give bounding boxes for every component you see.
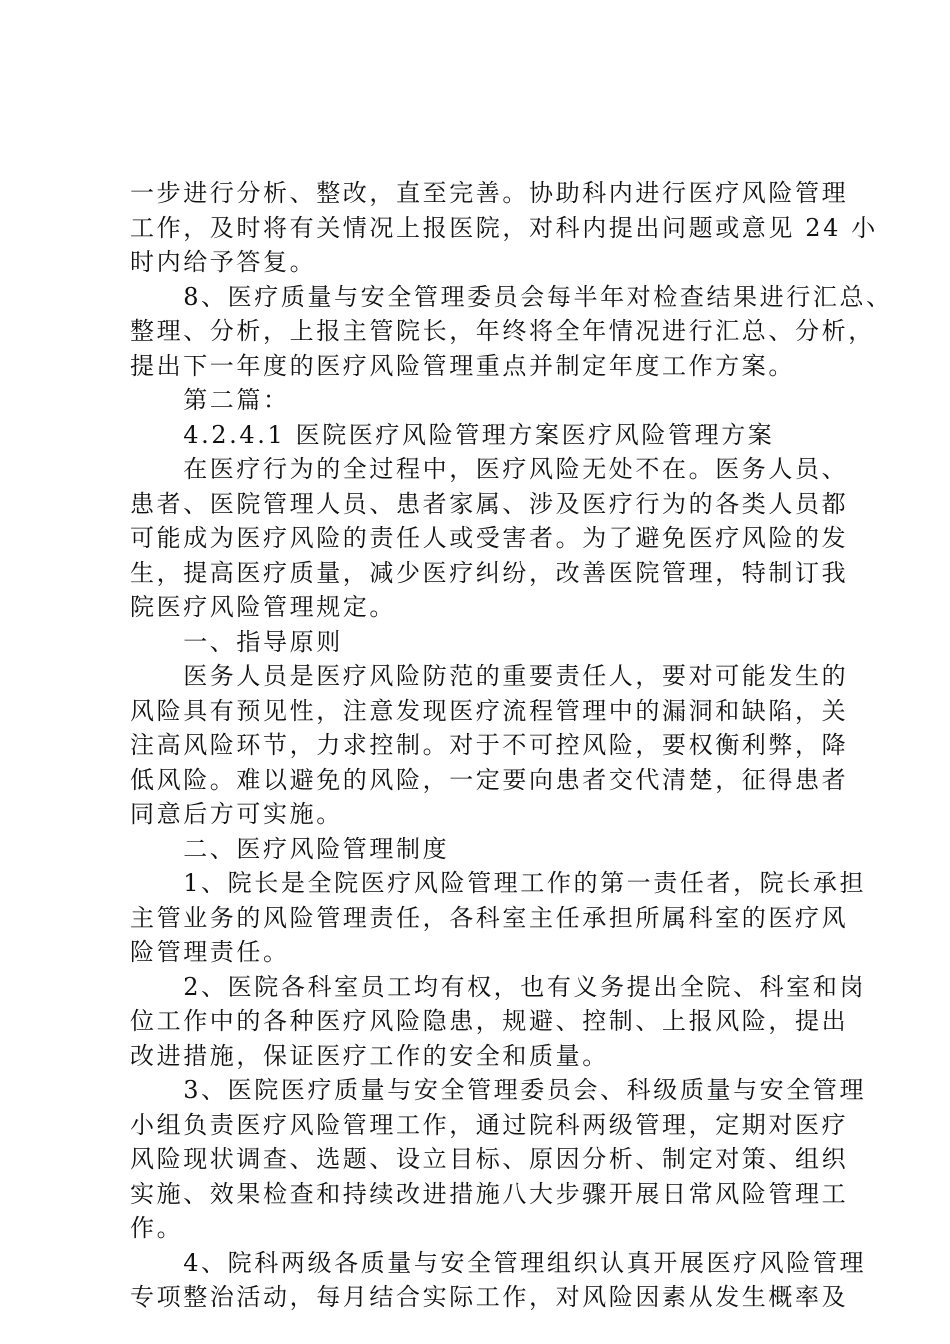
text-line: 注高风险环节，力求控制。对于不可控风险，要权衡利弊，降 [130, 731, 849, 759]
text-line: 工作，及时将有关情况上报医院，对科内提出问题或意见 24 小 [130, 214, 878, 242]
text-line: 时内给予答复。 [130, 248, 317, 276]
text-line: 生，提高医疗质量，减少医疗纠纷，改善医院管理，特制订我 [130, 559, 849, 587]
subsection-heading: 一、指导原则 [130, 628, 343, 656]
text-line: 8、医疗质量与安全管理委员会每半年对检查结果进行汇总、 [130, 283, 893, 311]
subsection-heading: 二、医疗风险管理制度 [130, 835, 450, 863]
text-line: 可能成为医疗风险的责任人或受害者。为了避免医疗风险的发 [130, 524, 849, 552]
text-line: 整理、分析，上报主管院长，年终将全年情况进行汇总、分析， [130, 317, 875, 345]
text-line: 作。 [130, 1214, 184, 1242]
text-line: 同意后方可实施。 [130, 800, 343, 828]
text-line: 实施、效果检查和持续改进措施八大步骤开展日常风险管理工 [130, 1180, 849, 1208]
text-line: 2、医院各科室员工均有权，也有义务提出全院、科室和岗 [130, 973, 867, 1001]
text-line: 险管理责任。 [130, 938, 290, 966]
text-line: 低风险。难以避免的风险，一定要向患者交代清楚，征得患者 [130, 766, 849, 794]
text-line: 专项整治活动，每月结合实际工作，对风险因素从发生概率及 [130, 1283, 849, 1311]
text-line: 小组负责医疗风险管理工作，通过院科两级管理，定期对医疗 [130, 1111, 849, 1139]
text-line: 主管业务的风险管理责任，各科室主任承担所属科室的医疗风 [130, 904, 849, 932]
text-line: 患者、医院管理人员、患者家属、涉及医疗行为的各类人员都 [130, 490, 849, 518]
text-line: 风险具有预见性，注意发现医疗流程管理中的漏洞和缺陷，关 [130, 697, 849, 725]
text-line: 4、院科两级各质量与安全管理组织认真开展医疗风险管理 [130, 1249, 867, 1277]
text-line: 3、医院医疗质量与安全管理委员会、科级质量与安全管理 [130, 1076, 867, 1104]
text-line: 风险现状调查、选题、设立目标、原因分析、制定对策、组织 [130, 1145, 849, 1173]
text-line: 位工作中的各种医疗风险隐患，规避、控制、上报风险，提出 [130, 1007, 849, 1035]
text-line: 医务人员是医疗风险防范的重要责任人，要对可能发生的 [130, 662, 849, 690]
text-line: 改进措施，保证医疗工作的安全和质量。 [130, 1042, 609, 1070]
text-line: 院医疗风险管理规定。 [130, 593, 396, 621]
text-line: 提出下一年度的医疗风险管理重点并制定年度工作方案。 [130, 352, 795, 380]
section-heading: 第二篇： [130, 386, 290, 414]
section-title: 4.2.4.1 医院医疗风险管理方案医疗风险管理方案 [130, 421, 775, 449]
text-line: 一步进行分析、整改，直至完善。协助科内进行医疗风险管理 [130, 179, 849, 207]
text-line: 在医疗行为的全过程中，医疗风险无处不在。医务人员、 [130, 455, 849, 483]
text-line: 1、院长是全院医疗风险管理工作的第一责任者，院长承担 [130, 869, 867, 897]
